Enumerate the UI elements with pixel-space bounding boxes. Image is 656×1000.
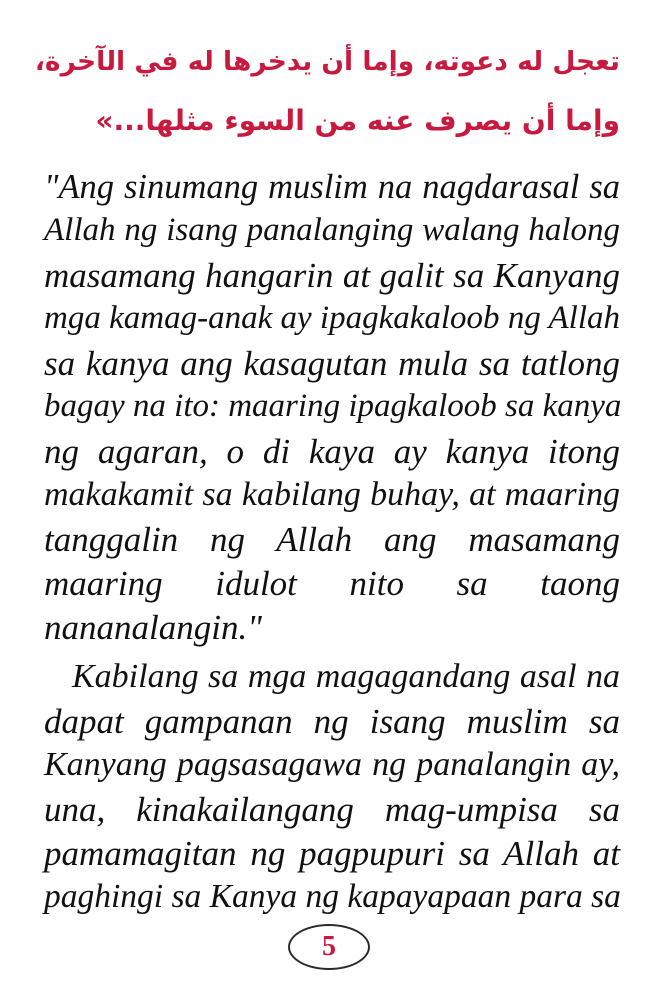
paragraph-line: tanggalin ng Allah ang masamang [44,520,620,559]
paragraph-line: Allah ng isang panalanging walang halong [44,212,620,248]
paragraph-line: paghingi sa Kanya ng kapayapaan para sa [44,878,621,915]
paragraph-line: makakamit sa kabilang buhay, at maaring [44,476,620,513]
arabic-text-line: تعجل له دعوته، وإما أن يدخرها له في الآخرة، [34,46,620,77]
paragraph-line: bagay na ito: maaring ipagkaloob sa kanya [44,388,622,424]
paragraph-line: masamang hangarin at galit sa Kanyang [44,256,620,295]
paragraph-line: pamamagitan ng pagpupuri sa Allah at [44,834,620,873]
paragraph-line: Kanyang pagsasagawa ng panalangin ay, [44,746,620,783]
paragraph-line: una, kinakailangang mag-umpisa sa [44,790,620,829]
paragraph-line: mga kamag-anak ay ipagkakaloob ng Allah [44,300,620,336]
paragraph-line: ng agaran, o di kaya ay kanya itong [44,432,620,471]
page-number: 5 [322,931,336,962]
paragraph-line: maaring idulot nito sa taong [44,564,620,603]
paragraph-line: dapat gampanan ng isang muslim sa [44,702,620,741]
page-number-badge [288,924,370,970]
paragraph-line: sa kanya ang kasagutan mula sa tatlong [44,344,620,383]
paragraph-line: "Ang sinumang muslim na nagdarasal sa [44,168,620,206]
arabic-text-line: وإما أن يصرف عنه من السوء مثلها...» [95,104,620,137]
paragraph-line: nananalangin." [44,608,262,647]
paragraph-line: Kabilang sa mga magagandang asal na [72,658,620,695]
